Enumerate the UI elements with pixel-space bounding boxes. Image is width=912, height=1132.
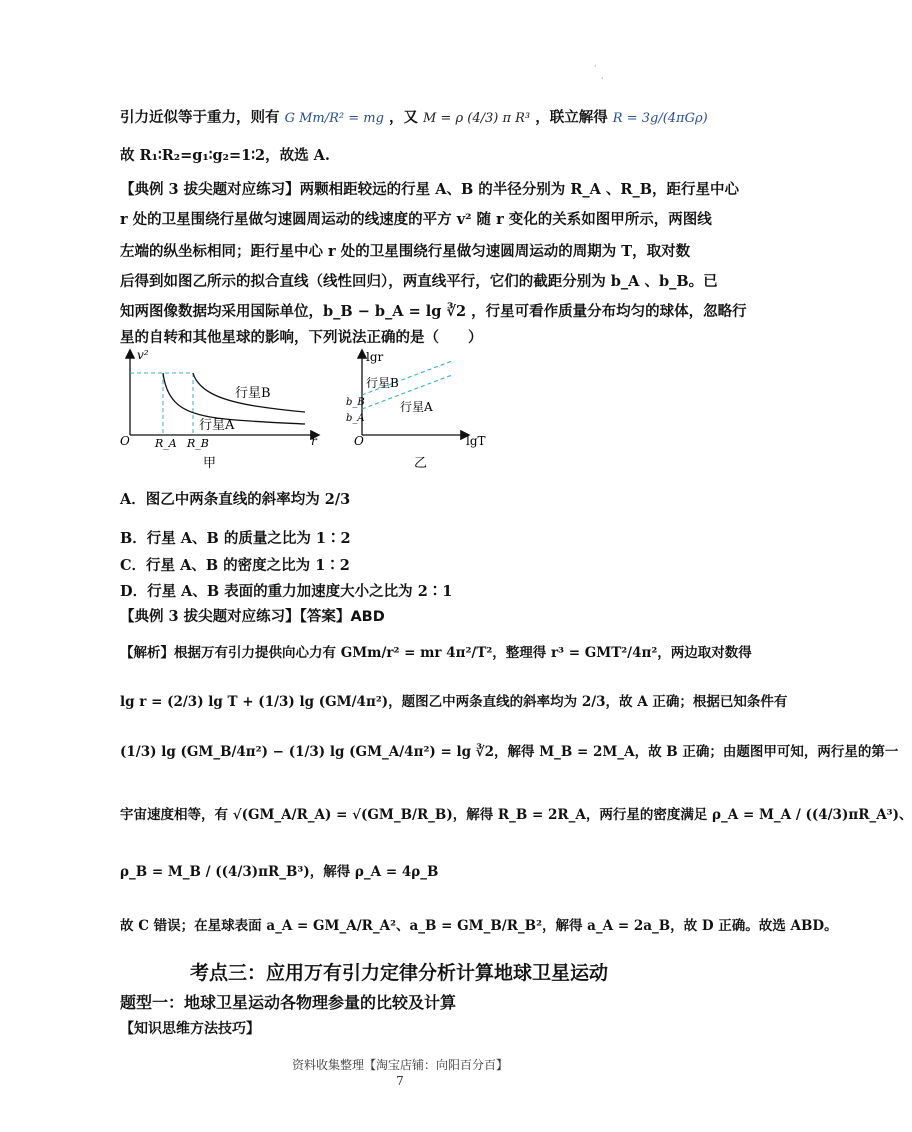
label-line-b: 行星B xyxy=(366,376,399,390)
section-subtitle: 题型一：地球卫星运动各物理参量的比较及计算 xyxy=(120,993,457,1012)
analysis-line-2: lg r = (2/3) lg T + (1/3) lg (GM/4π²)，题图乙中两条直线的斜率均为 2/3，故 A 正确；根据已知条件有 xyxy=(120,694,788,710)
figure-jia xyxy=(115,345,330,475)
analysis-line-6: 故 C 错误；在星球表面 a_A = GM_A/R_A²、a_B = GM_B/R_B²，解得 a_A = 2a_B，故 D 正确。故选 ABD。 xyxy=(120,918,838,934)
scan-mark: · xyxy=(601,74,604,83)
footer-source: 资料收集整理【淘宝店铺：向阳百分百】 xyxy=(291,1058,508,1072)
text-fragment: ，联立解得 xyxy=(535,109,608,126)
formula-gravity: G Mm/R² = mg xyxy=(284,111,384,126)
option-a: A．图乙中两条直线的斜率均为 2/3 xyxy=(120,491,351,508)
answer-label: 【典例 3 拔尖题对应练习】【答案】 xyxy=(120,608,351,625)
answer-value: ABD xyxy=(350,609,385,625)
analysis-line-5: ρ_B = M_B / ((4/3)πR_B³)，解得 ρ_A = 4ρ_B xyxy=(120,864,439,880)
label-bb: b_B xyxy=(346,397,365,408)
problem-line-4: 后得到如图乙所示的拟合直线（线性回归），两直线平行，它们的截距分别为 b_A 、b_B。已 xyxy=(120,273,718,290)
problem-line-3: 左端的纵坐标相同；距行星中心 r 处的卫星围绕行星做匀速圆周运动的周期为 T，取对数 xyxy=(120,243,691,260)
option-c: C．行星 A、B 的密度之比为 1∶2 xyxy=(120,557,350,574)
caption-yi: 乙 xyxy=(414,456,428,471)
caption-jia: 甲 xyxy=(203,456,217,471)
formula-radius: R = 3g/(4πGρ) xyxy=(612,111,708,126)
option-b: B．行星 A、B 的质量之比为 1∶2 xyxy=(120,530,351,547)
section-title: 考点三：应用万有引力定律分析计算地球卫星运动 xyxy=(190,962,609,984)
label-curve-b: 行星B xyxy=(235,386,271,401)
label-lgt: lgT xyxy=(466,434,486,448)
analysis-line-1: 【解析】根据万有引力提供向心力有 GMm/r² = mr 4π²/T²，整理得 r³ = GMT²/4π²，两边取对数得 xyxy=(120,645,752,661)
option-d: D．行星 A、B 表面的重力加速度大小之比为 2∶1 xyxy=(120,583,453,600)
label-line-a: 行星A xyxy=(400,400,433,414)
problem-line-5: 知两图像数据均采用国际单位，b_B − b_A = lg ∛2 ，行星可看作质量分布均匀的球体，忽略行 xyxy=(120,303,747,320)
text-fragment: 引力近似等于重力，则有 xyxy=(120,109,280,126)
label-v2: v² xyxy=(137,348,149,362)
curve-planet-a xyxy=(163,373,305,424)
label-ba: b_A xyxy=(346,413,365,424)
label-rb: R_B xyxy=(187,437,209,450)
label-origin: O xyxy=(354,434,364,448)
problem-line-2: r 处的卫星围绕行星做匀速圆周运动的线速度的平方 v² 随 r 变化的关系如图甲所示，两图线 xyxy=(120,211,712,228)
label-lgr: lgr xyxy=(366,350,384,364)
problem-line-6: 星的自转和其他星球的影响，下列说法正确的是（ ） xyxy=(120,329,483,346)
formula-mass: M = ρ (4/3) π R³ xyxy=(423,111,531,126)
label-r: r xyxy=(311,434,317,448)
label-origin: O xyxy=(120,434,130,448)
page-number: 7 xyxy=(396,1074,404,1088)
text-line-conclusion: 故 R₁∶R₂=g₁∶g₂=1∶2，故选 A. xyxy=(120,147,330,164)
section-tag: 【知识思维方法技巧】 xyxy=(120,1021,260,1037)
figure-yi xyxy=(340,345,500,475)
label-curve-a: 行星A xyxy=(199,418,235,433)
analysis-line-4: 宇宙速度相等，有 √(GM_A/R_A) = √(GM_B/R_B)，解得 R_B = 2R_A，两行星的密度满足 ρ_A = M_A / ((4/3)πR_A³)、 xyxy=(120,807,912,823)
scan-mark: · xyxy=(594,62,597,71)
analysis-line-3: (1/3) lg (GM_B/4π²) − (1/3) lg (GM_A/4π²) = lg ∛2，解得 M_B = 2M_A，故 B 正确；由题图甲可知，两行星的第一 xyxy=(120,744,899,760)
text-fragment: ，又 xyxy=(388,109,418,126)
answer-line xyxy=(120,605,385,626)
problem-line-1: 【典例 3 拔尖题对应练习】两颗相距较远的行星 A、B 的半径分别为 R_A 、R_B，距行星中心 xyxy=(120,181,739,198)
text-line-top xyxy=(120,108,708,129)
label-ra: R_A xyxy=(155,437,177,450)
